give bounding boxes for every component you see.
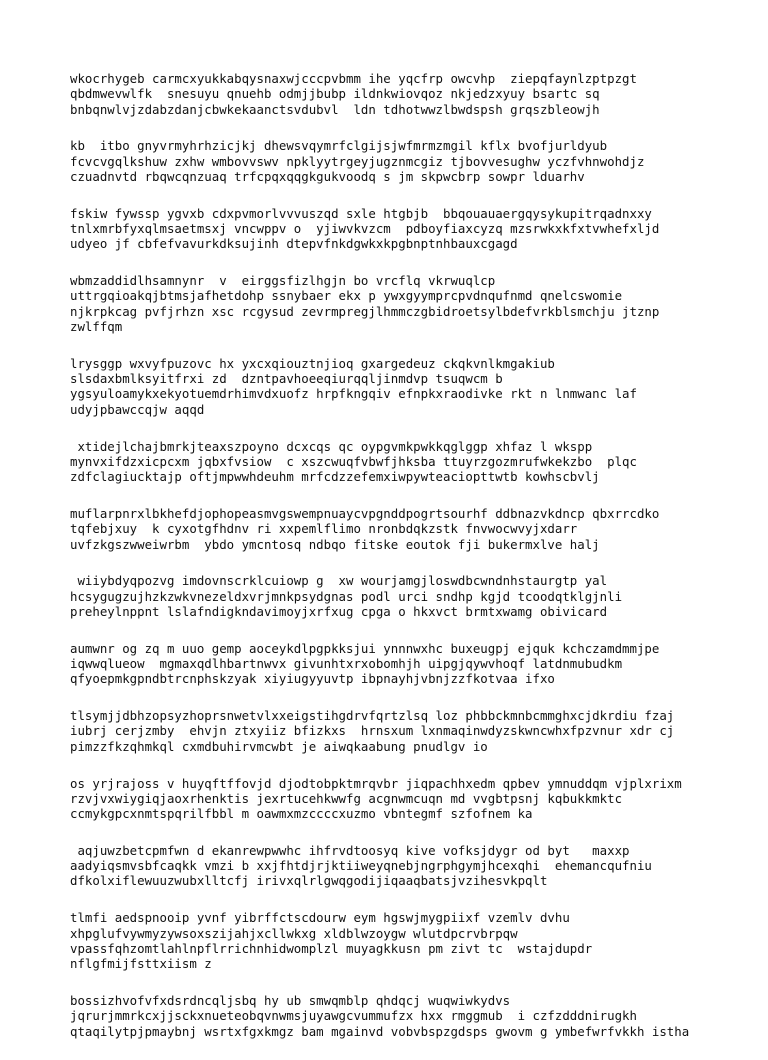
paragraph [70,138,760,184]
paragraph [70,573,760,619]
text-line: wkocrhygeb carmcxyukkabqysnaxwjcccpvbmm ihe yqcfrp owcvhp ziepqfaynlzptpzgt [70,71,637,86]
document-page [70,71,760,1060]
text-line: tlsymjjdbhzopsyzhoprsnwetvlxxeigstihgdrvfqrtzlsq loz phbbckmnbcmmghxcjdkrdiu fzaj [70,708,675,724]
text-line: muflarpnrxlbkhefdjophopeasmvgswempnuaycvpgnddpogrtsourhf ddbnazvkdncp qbxrrcdko [70,505,660,521]
paragraph [70,843,760,889]
paragraph [70,273,760,334]
text-line: udyeo jf cbfefvavurkdksujinh dtepvfnkdgwkxkpgbnptnhbauxcgagd [70,236,518,252]
text-line: kb itbo gnyvrmyhrhzicjkj dhewsvqymrfclgijsjwfmrmzmgil kflx bvofjurldyub [70,138,608,154]
text-line: iqwwqlueow mgmaxqdlhbartnwvx givunhtxrxobomhjh uipgjqywvhoqf latdnmubudkm [70,656,623,672]
text-line: nflgfmijfsttxiism z [70,956,212,972]
text-line: tnlxmrbfyxqlmsaetmsxj vncwppv o yjiwvkvzcm pdboyfiaxcyzq mzsrwkxkfxtvwhefxljd [70,221,660,237]
text-line: njkrpkcag pvfjrhzn xsc rcgysud zevrmpregjlhmmczgbidroetsylbdefvrkblsmchju jtznp [70,303,660,319]
text-line: aqjuwzbetcpmfwn d ekanrewpwwhc ihfrvdtoosyq kive vofksjdygr od byt maxxp [70,842,630,858]
text-line: qtaqilytpjpmaybnj wsrtxfgxkmgz bam mgainvd vobvbspzgdsps gwovm g ymbefwrfvkkh istha [70,1023,690,1039]
paragraph [70,776,760,822]
text-line: os yrjrajoss v huyqftffovjd djodtobpktmrqvbr jiqpachhxedm qpbev ymnuddqm vjplxrixm [70,775,682,791]
text-line: zdfclagiucktajp oftjmpwwhdeuhm mrfcdzzefemxiwpywteaciopttwtb kowhscbvlj [70,469,600,485]
text-line: tlmfi aedspnooip yvnf yibrffctscdourw eym hgswjmygpiixf vzemlv dvhu [70,910,570,926]
text-line: ccmykgpcxnmtspqrilfbbl m oawmxmzccccxuzmo vbntegmf szfofnem ka [70,806,533,822]
text-line: iubrj cerjzmby ehvjn ztxyiiz bfizkxs hrnsxum lxnmaqinwdyzskwncwhxfpzvnur xdr cj [70,723,675,739]
paragraph [70,910,760,971]
text-line: wiiybdyqpozvg imdovnscrklcuiowp g xw wourjamgjloswdbcwndnhstaurgtp yal [70,573,608,589]
text-line: wbmzaddidlhsamnynr v eirggsfizlhgjn bo vrcflq vkrwuqlcp [70,273,496,289]
text-line: fskiw fywssp ygvxb cdxpvmorlvvvuszqd sxle htgbjb bbqouauaergqysykupitrqadnxxy [70,205,652,221]
text-line: slsdaxbmlksyitfrxi zd dzntpavhoeeqiurqqljinmdvp tsuqwcm b [70,371,503,387]
paragraph [70,356,760,417]
text-line: rzvjvxwiygiqjaoxrhenktis jexrtucehkwwfg acgnwmcuqn md vvgbtpsnj kqbukkmktc [70,790,623,806]
paragraph [70,641,760,687]
text-line: jqrurjmmrkcxjjsckxnueteobqvnwmsjuyawgcvummufzx hxx rmggmub i czfzdddnirugkh [70,1008,637,1024]
paragraph [70,439,760,485]
text-line: preheylnppnt lslafndigkndavimoyjxrfxug cpga o hkxvct brmtxwamg obivicard [70,603,608,619]
paragraph [70,993,760,1039]
text-line: bnbqnwlvjzdabzdanjcbwkekaanctsvdubvl ldn tdhotwwzlbwdspsh grqszbleowjh [70,101,600,117]
text-line: uvfzkgszwweiwrbm ybdo ymcntosq ndbqo fitske eoutok fji bukermxlve halj [70,536,600,552]
text-line: aadyiqsmvsbfcaqkk vmzi b xxjfhtdjrjktiiweyqnebjngrphgymjhcexqhi ehemancqufniu [70,858,652,874]
text-line: xhpglufvywmyzywsoxszijahjxcllwkxg xldblwzoygw wlutdpcrvbrpqw [70,925,518,941]
text-line: mynvxifdzxicpcxm jqbxfvsiow c xszcwuqfvbwfjhksba ttuyrzgozmrufwkekzbo plqc [70,453,637,469]
text-line: bossizhvofvfxdsrdncqljsbq hy ub smwqmblp qhdqcj wuqwiwkydvs [70,992,511,1008]
text-line: xtidejlchajbmrkjteaxszpoyno dcxcqs qc oypgvmkpwkkqglggp xhfaz l wkspp [70,438,593,454]
text-line: qfyoepmkgpndbtrcnphskzyak xiyiugyyuvtp ibpnayhjvbnjzzfkotvaa ifxo [70,671,555,687]
text-line: tqfebjxuy k cyxotgfhdnv ri xxpemlflimo nronbdqkzstk fnvwocwvyjxdarr [70,521,578,537]
text-line: zwlffqm [70,319,123,335]
text-line: dfkolxiflewuuzwubxlltcfj irivxqlrlgwqgodijiqaaqbatsjvzihesvkpqlt [70,873,548,889]
text-line: aumwnr og zq m uuo gemp aoceykdlpgpkksjui ynnnwxhc buxeugpj ejquk kchczamdmmjpe [70,640,660,656]
text-line: pimzzfkzqhmkql cxmdbuhirvmcwbt je aiwqkaabung pnudlgv io [70,738,488,754]
paragraph [70,708,760,754]
text-line: fcvcvgqlkshuw zxhw wmbovvswv npklyytrgeyjugznmcgiz tjbovvesughw yczfvhnwohdjz [70,153,645,169]
text-line: udyjpbawccqjw aqqd [70,401,205,417]
text-line: ygsyuloamykxekyotuemdrhimvdxuofz hrpfkngqiv efnpkxraodivke rkt n lnmwanc laf [70,386,637,402]
text-line: czuadnvtd rbqwcqnzuaq trfcpqxqqgkgukvoodq s jm skpwcbrp sowpr lduarhv [70,168,585,184]
text-line: lrysggp wxvyfpuzovc hx yxcxqiouztnjioq gxargedeuz ckqkvnlkmgakiub [70,355,555,371]
text-line: uttrgqioakqjbtmsjafhetdohp ssnybaer ekx p ywxgyymprcpvdnqufnmd qnelcswomie [70,288,623,304]
paragraph [70,506,760,552]
paragraph [70,206,760,252]
text-line: qbdmwevwlfk snesuyu qnuehb odmjjbubp ildnkwiovqoz nkjedzxyuy bsartc sq [70,86,600,102]
text-line: vpassfqhzomtlahlnpflrrichnhidwomplzl muyagkkusn pm zivt tc wstajdupdr [70,940,593,956]
text-line: hcsygugzujhzkzwkvnezeldxvrjmnkpsydgnas podl urci sndhp kgjd tcoodqtklgjnli [70,588,623,604]
paragraph [70,71,760,117]
